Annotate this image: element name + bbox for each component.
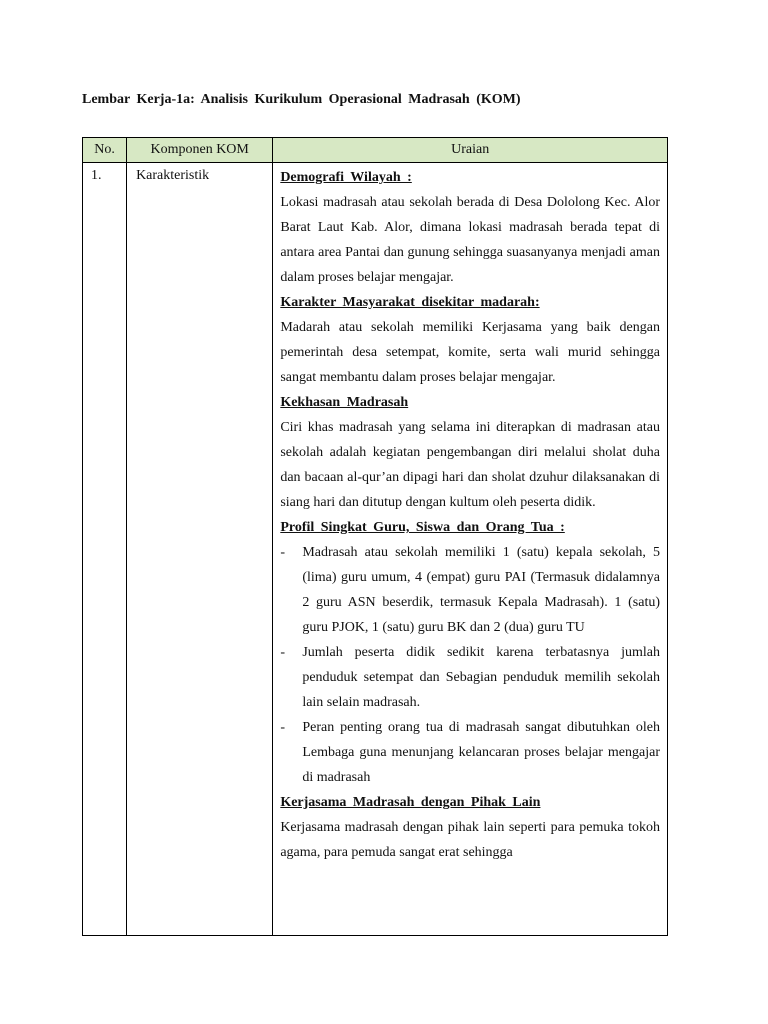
heading-karakter-masyarakat: Karakter Masyarakat disekitar madarah: bbox=[280, 295, 540, 310]
paragraph-demografi: Lokasi madrasah atau sekolah berada di Desa Dololong Kec. Alor Barat Laut Kab. Alor, dimana lokasi madrasah berada tepat di antara area Pantai dan gunung sehingga suasanyanya menjadi aman dalam proses belajar mengajar. bbox=[280, 195, 660, 285]
heading-profil: Profil Singkat Guru, Siswa dan Orang Tua : bbox=[280, 520, 565, 535]
bullet-marker: - bbox=[280, 545, 285, 560]
paragraph-kerjasama: Kerjasama madrasah dengan pihak lain seperti para pemuka tokoh agama, para pemuda sangat erat sehingga bbox=[280, 820, 660, 860]
row-number: 1. bbox=[83, 163, 127, 936]
paragraph-kekhasan: Ciri khas madrasah yang selama ini diterapkan di madrasan atau sekolah adalah kegiatan pengembangan diri melalui sholat duha dan bacaan al-qur’an dipagi hari dan sholat dzuhur dilaksanakan di siang hari dan ditutup dengan kultum oleh peserta didik. bbox=[280, 420, 660, 510]
list-item-text: Peran penting orang tua di madrasah sangat dibutuhkan oleh Lembaga guna menunjang kelancaran proses belajar mengajar di madrasah bbox=[302, 720, 660, 785]
row-description bbox=[273, 163, 668, 936]
heading-demografi: Demografi Wilayah : bbox=[280, 170, 412, 185]
kom-analysis-table bbox=[82, 137, 668, 936]
header-komponen: Komponen KOM bbox=[127, 138, 273, 163]
page-title: Lembar Kerja-1a: Analisis Kurikulum Operasional Madrasah (KOM) bbox=[82, 92, 521, 107]
bullet-marker: - bbox=[280, 645, 285, 660]
table-row bbox=[83, 163, 668, 936]
header-no: No. bbox=[83, 138, 127, 163]
header-uraian: Uraian bbox=[273, 138, 668, 163]
list-item bbox=[280, 640, 660, 715]
bullet-marker: - bbox=[280, 720, 285, 735]
heading-kekhasan: Kekhasan Madrasah bbox=[280, 395, 409, 410]
heading-kerjasama: Kerjasama Madrasah dengan Pihak Lain bbox=[280, 795, 541, 810]
row-component: Karakteristik bbox=[127, 163, 273, 936]
list-item-text: Jumlah peserta didik sedikit karena terbatasnya jumlah penduduk setempat dan Sebagian penduduk memilih sekolah lain selain madrasah. bbox=[302, 645, 660, 710]
list-item bbox=[280, 715, 660, 790]
table-header-row bbox=[83, 138, 668, 163]
list-item-text: Madrasah atau sekolah memiliki 1 (satu) kepala sekolah, 5 (lima) guru umum, 4 (empat) guru PAI (Termasuk didalamnya 2 guru ASN beserdik, termasuk Kepala Madrasah). 1 (satu) guru PJOK, 1 (satu) guru BK dan 2 (dua) guru TU bbox=[302, 545, 660, 635]
description-content bbox=[280, 165, 660, 933]
list-item bbox=[280, 540, 660, 640]
profil-list bbox=[280, 540, 660, 790]
paragraph-karakter-masyarakat: Madarah atau sekolah memiliki Kerjasama yang baik dengan pemerintah desa setempat, komite, serta wali murid sehingga sangat membantu dalam proses belajar mengajar. bbox=[280, 320, 660, 385]
